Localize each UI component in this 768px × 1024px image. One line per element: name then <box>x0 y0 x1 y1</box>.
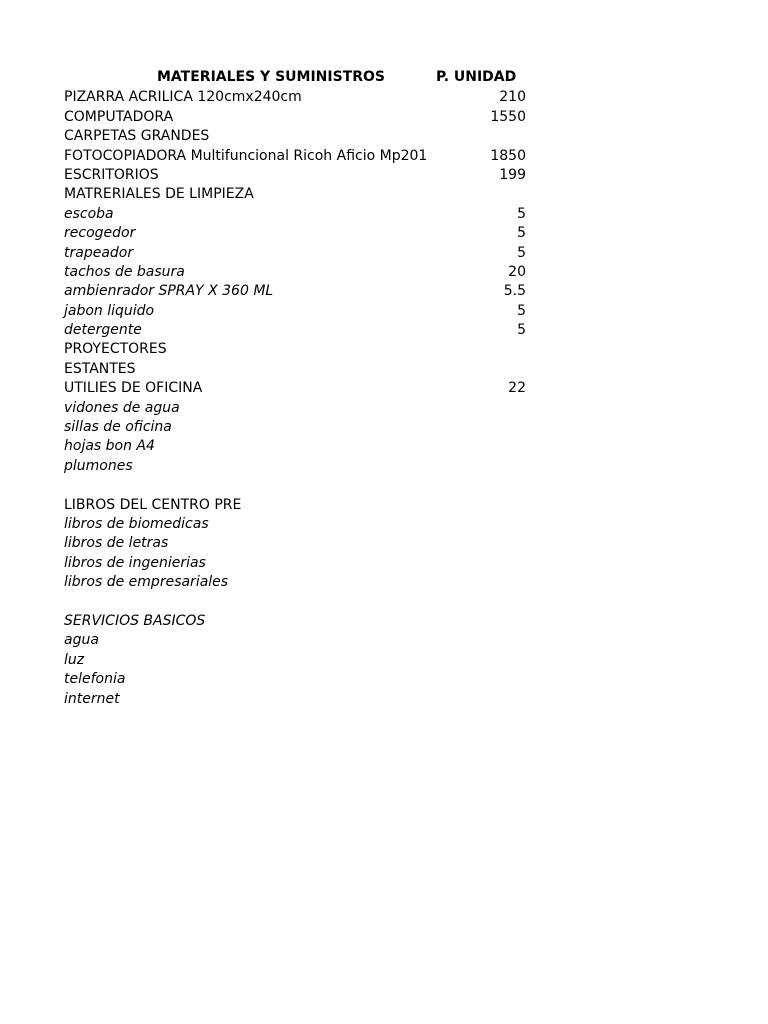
item-label: PROYECTORES <box>64 341 167 358</box>
item-row <box>64 88 534 107</box>
item-row <box>64 554 534 573</box>
sheet-header <box>64 69 534 88</box>
item-row <box>64 418 534 437</box>
unit-price-column-header: P. UNIDAD <box>436 69 517 85</box>
item-row <box>64 612 534 631</box>
item-row <box>64 108 534 127</box>
item-label: PIZARRA ACRILICA 120cmx240cm <box>64 89 302 106</box>
item-label: libros de ingenierias <box>64 554 206 571</box>
item-unit-price: 22 <box>508 380 526 397</box>
item-label: libros de letras <box>64 535 169 552</box>
item-unit-price: 20 <box>508 263 526 280</box>
item-label: libros de biomedicas <box>64 515 209 532</box>
item-label: recogedor <box>64 225 136 242</box>
item-label: agua <box>64 632 99 649</box>
item-unit-price: 5 <box>517 244 526 261</box>
item-row <box>64 321 534 340</box>
item-row <box>64 127 534 146</box>
item-row <box>64 670 534 689</box>
item-unit-price: 5 <box>517 302 526 319</box>
item-row <box>64 224 534 243</box>
item-unit-price: 199 <box>499 166 526 183</box>
blank-row <box>64 593 534 612</box>
item-row <box>64 379 534 398</box>
item-row <box>64 147 534 166</box>
item-label: CARPETAS GRANDES <box>64 128 210 145</box>
item-row <box>64 282 534 301</box>
item-label: tachos de basura <box>64 263 185 280</box>
item-label: internet <box>64 690 120 707</box>
item-label: hojas bon A4 <box>64 438 155 455</box>
item-unit-price: 210 <box>499 89 526 106</box>
blank-row <box>64 476 534 495</box>
item-row <box>64 302 534 321</box>
item-label: ESCRITORIOS <box>64 166 159 183</box>
item-label: telefonia <box>64 671 126 688</box>
item-row <box>64 573 534 592</box>
item-label: sillas de oficina <box>64 419 172 436</box>
item-row <box>64 263 534 282</box>
item-row <box>64 360 534 379</box>
item-label: detergente <box>64 322 142 339</box>
item-row <box>64 651 534 670</box>
item-label: jabon liquido <box>64 302 155 319</box>
item-label: COMPUTADORA <box>64 108 174 125</box>
item-row <box>64 690 534 709</box>
item-unit-price: 5 <box>517 322 526 339</box>
item-label: ambienrador SPRAY X 360 ML <box>64 283 274 300</box>
item-unit-price: 5.5 <box>503 283 526 300</box>
item-label: trapeador <box>64 244 134 261</box>
item-label: SERVICIOS BASICOS <box>64 612 206 629</box>
item-row <box>64 166 534 185</box>
item-rows <box>64 88 534 709</box>
item-row <box>64 340 534 359</box>
item-row <box>64 205 534 224</box>
item-label: UTILIES DE OFICINA <box>64 380 203 397</box>
item-label: FOTOCOPIADORA Multifuncional Ricoh Aficio Mp201 <box>64 147 428 164</box>
item-label: vidones de agua <box>64 399 180 416</box>
item-row <box>64 457 534 476</box>
item-label: LIBROS DEL CENTRO PRE <box>64 496 242 513</box>
item-label: escoba <box>64 205 114 222</box>
item-label: plumones <box>64 457 133 474</box>
item-row <box>64 185 534 204</box>
item-row <box>64 631 534 650</box>
item-label: MATRERIALES DE LIMPIEZA <box>64 186 254 203</box>
item-unit-price: 1550 <box>490 108 526 125</box>
item-row <box>64 399 534 418</box>
item-unit-price: 5 <box>517 205 526 222</box>
item-row <box>64 534 534 553</box>
item-row <box>64 244 534 263</box>
materials-sheet <box>64 69 534 709</box>
item-row <box>64 496 534 515</box>
item-label: ESTANTES <box>64 360 136 377</box>
item-unit-price: 1850 <box>490 147 526 164</box>
item-row <box>64 515 534 534</box>
item-row <box>64 437 534 456</box>
sheet-title: MATERIALES Y SUMINISTROS <box>157 69 385 85</box>
item-unit-price: 5 <box>517 225 526 242</box>
item-label: libros de empresariales <box>64 574 229 591</box>
item-label: luz <box>64 651 85 668</box>
